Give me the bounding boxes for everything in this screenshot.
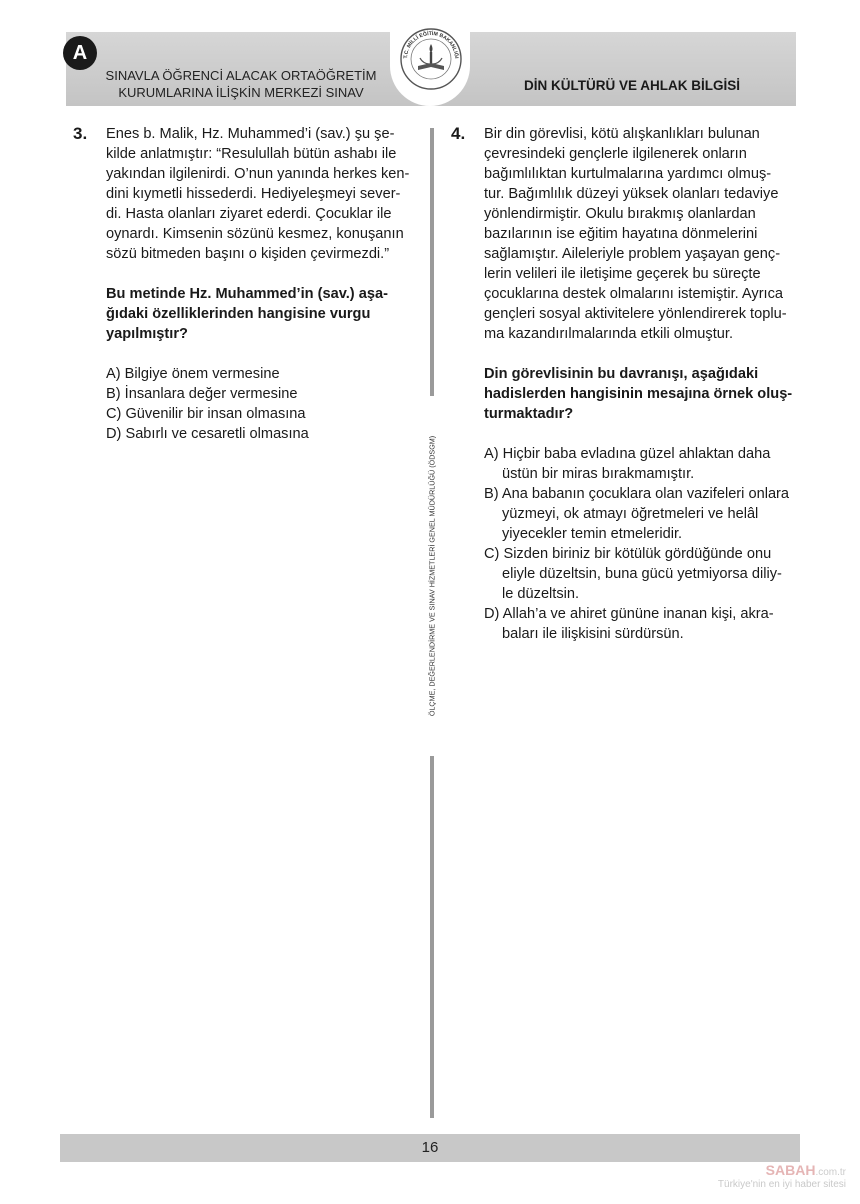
question-number: 3. — [73, 124, 88, 143]
question-body — [106, 124, 413, 444]
question-body — [484, 124, 806, 644]
question-number: 4. — [451, 124, 466, 143]
exam-title-line1: SINAVLA ÖĞRENCİ ALACAK ORTAÖĞRETİM — [105, 68, 377, 83]
option-label: A) Hiçbir baba evladına güzel ahlaktan daha üstün bir miras bırakmamıştır. — [484, 446, 771, 482]
question-4 — [451, 124, 806, 644]
booklet-badge: A — [63, 36, 97, 70]
question-3 — [73, 124, 413, 444]
page-footer — [60, 1134, 800, 1162]
logo-text: T.C. MİLLÎ EĞİTİM BAKANLIĞI — [402, 30, 460, 59]
answer-option-b[interactable] — [484, 484, 806, 544]
answer-option-c[interactable] — [484, 544, 806, 604]
answer-options — [484, 444, 806, 644]
subject-title: DİN KÜLTÜRÜ VE AHLAK BİLGİSİ — [524, 78, 740, 93]
question-prompt: Din görevlisinin bu davranışı, aşağıdaki hadislerden hangisinin mesajına örnek oluş- turmaktadır? — [484, 366, 793, 422]
option-label: C) Güvenilir bir insan olmasına — [106, 406, 306, 422]
answer-option-d[interactable] — [106, 424, 413, 444]
watermark-brand: SABAH — [765, 1162, 816, 1178]
divider-text: ÖLÇME, DEĞERLENDİRME VE SINAV HİZMETLERİ GENEL MÜDÜRLÜĞÜ (ÖDSGM) — [427, 435, 437, 717]
exam-title-line2: KURUMLARINA İLİŞKİN MERKEZİ SINAV — [118, 85, 364, 100]
question-stem: Bir din görevlisi, kötü alışkanlıkları bulunan çevresindeki gençlerle ilgilenerek onların bağımlılıktan kurtulmalarına yardımcı olmuş- tur. Bağımlılık düzeyi yüksek olanları tedaviye yönlendirmiştir. Okulu bırakmış olanlardan bazılarının ise eğitim hayatına dönmelerini sağlamıştır. Aileleriyle problem yaşayan genç- lerin velileri ile iletişime geçerek bu süreçte çocuklarına destek olmalarını istemiştir. Ayrıca gençleri sosyal aktivitelere yönlendirerek toplu- ma kazandırılmalarında etkili olmuştur. — [484, 126, 787, 342]
answer-option-b[interactable] — [106, 384, 413, 404]
answer-option-a[interactable] — [106, 364, 413, 384]
page-number: 16 — [421, 1139, 439, 1156]
answer-option-d[interactable] — [484, 604, 806, 644]
question-stem: Enes b. Malik, Hz. Muhammed’i (sav.) şu şe- kilde anlatmıştır: “Resulullah bütün ashabı ile yakından ilgilenirdi. O’nun yanında herkes ken- dini kıymetli hissederdi. Hediyeleşmeyi sever- di. Hasta olanları ziyaret ederdi. Çocuklar ile oynardı. Kimsenin sözünü kesmez, konuşanın sözü bitmeden başını o kişiden çevirmezdi.” — [106, 126, 410, 262]
option-label: C) Sizden biriniz bir kötülük gördüğünde onu eliyle düzeltsin, buna gücü yetmiyorsa diliy- le düzeltsin. — [484, 546, 782, 602]
option-label: D) Sabırlı ve cesaretli olmasına — [106, 426, 309, 442]
watermark — [718, 1164, 846, 1191]
answer-options — [106, 364, 413, 444]
answer-option-a[interactable] — [484, 444, 806, 484]
option-label: B) İnsanlara değer vermesine — [106, 386, 298, 402]
question-prompt: Bu metinde Hz. Muhammed’in (sav.) aşa- ğıdaki özelliklerinden hangisine vurgu yapılmıştır? — [106, 286, 388, 342]
exam-title — [96, 67, 386, 101]
option-label: B) Ana babanın çocuklara olan vazifeleri onlara yüzmeyi, ok atmayı öğretmeleri ve helâl yiyecekler temin etmeleridir. — [484, 486, 790, 542]
watermark-tagline: Türkiye'nin en iyi haber sitesi — [717, 1179, 846, 1190]
answer-option-c[interactable] — [106, 404, 413, 424]
divider-label — [422, 396, 442, 756]
option-label: D) Allah’a ve ahiret gününe inanan kişi, akra- baları ile ilişkisini sürdürsün. — [484, 606, 774, 642]
option-label: A) Bilgiye önem vermesine — [106, 366, 280, 382]
ministry-emblem-icon — [396, 22, 466, 92]
watermark-tld: .com.tr — [815, 1167, 846, 1178]
